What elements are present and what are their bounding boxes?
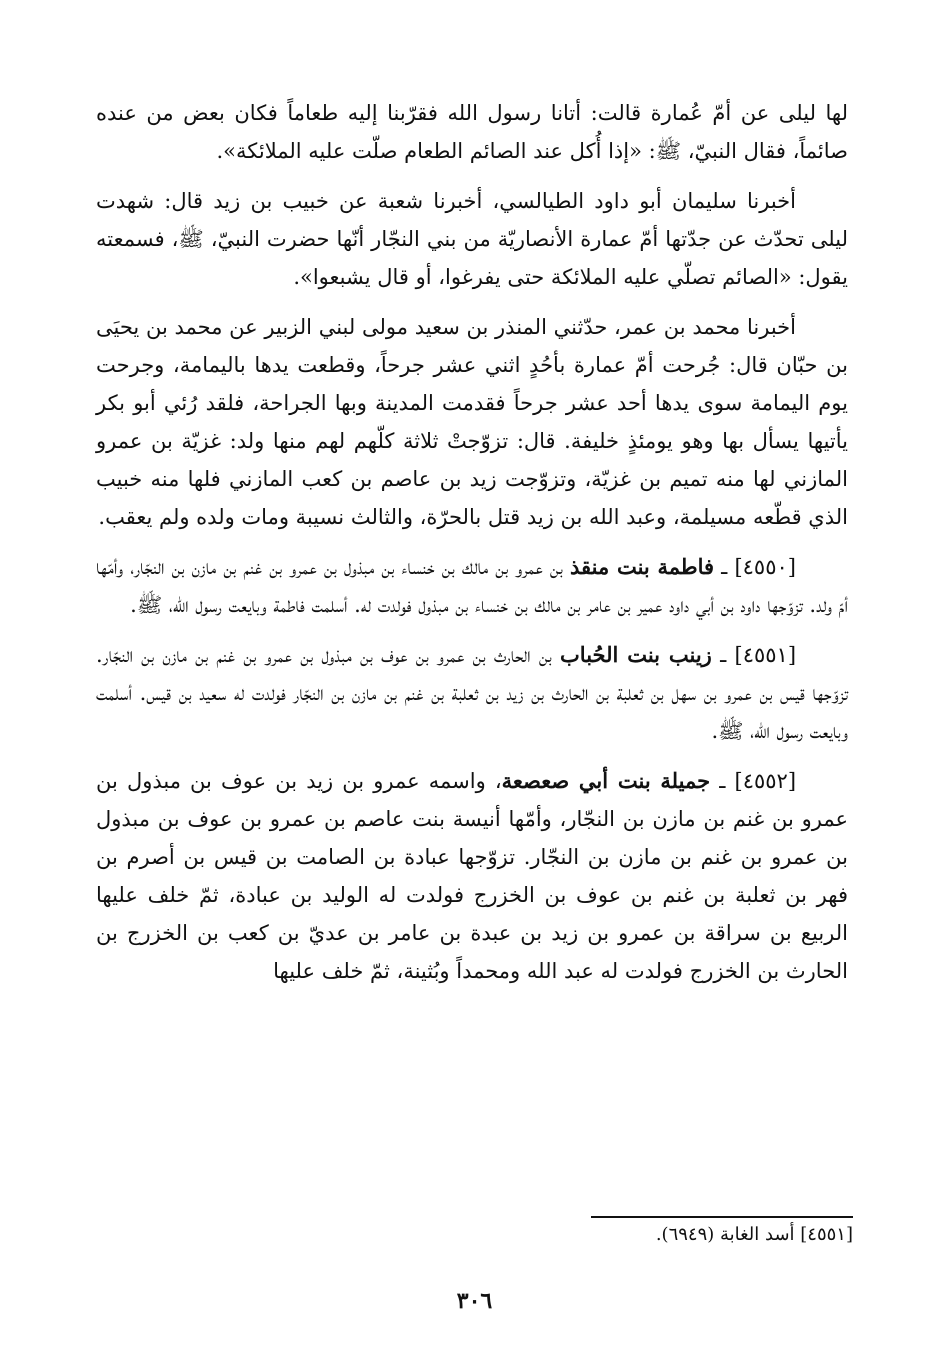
paragraph-1 xyxy=(96,94,848,170)
entry-number: [٤٥٥٢] xyxy=(734,769,797,793)
footnote-divider xyxy=(591,1216,853,1218)
entry-name: جميلة بنت أبي صعصعة xyxy=(501,768,711,793)
entry-text: بن الحارث بن عمرو بن عوف بن مبذول بن عمرو بن غنم بن مازن بن النجّار. تزوّجها قيس بن عمرو بن سهل بن ثعلبة بن الحارث بن زيد بن ثعلبة بن غنم بن مازن بن النجّار فولدت له سعيد بن قيس. أسلمت وبايعت رسول الله، ﷺ. xyxy=(96,643,848,743)
paragraph-text: أخبرنا سليمان أبو داود الطيالسي، أخبرنا شعبة عن خبيب بن زيد قال: شهدت ليلى تحدّث عن جدّتها أمّ عمارة الأنصاريّة من بني النجّار أنّها حضرت النبيّ، ﷺ، فسمعته يقول: «الصائم تصلّي عليه الملائكة حتى يفرغوا، أو قال يشبعوا». xyxy=(96,189,848,289)
entry-number: [٤٥٥١] xyxy=(734,643,797,667)
entry-comma: ، xyxy=(485,769,502,793)
paragraph-text: لها ليلى عن أمّ عُمارة قالت: أتانا رسول الله فقرّبنا إليه طعاماً فكان بعض من عنده صائماً، فقال النبيّ، ﷺ: «إذا أُكل عند الصائم الطعام صلّت عليه الملائكة». xyxy=(96,101,848,163)
footnote: [٤٥٥١] أسد الغابة (٦٩٤٩). xyxy=(655,1224,853,1245)
entry-name: زينب بنت الحُباب xyxy=(560,642,712,667)
entry-4551 xyxy=(96,636,848,750)
page-number: ٣٠٦ xyxy=(456,1288,493,1314)
entry-name: فاطمة بنت منقذ xyxy=(569,554,715,579)
paragraph-2 xyxy=(96,182,848,296)
entry-4552 xyxy=(96,762,848,990)
entry-number: [٤٥٥٠] xyxy=(734,555,796,579)
entry-dash: ـ xyxy=(710,769,726,793)
page-body xyxy=(96,94,848,1002)
paragraph-3 xyxy=(96,308,848,536)
paragraph-text: أخبرنا محمد بن عمر، حدّثني المنذر بن سعيد مولى لبني الزبير عن محمد بن يحيَى بن حبّان قال: جُرحت أمّ عمارة بأحُدٍ اثني عشر جرحاً، وقطعت يدها باليمامة، وجرحت يوم اليمامة سوى يدها أحد عشر جرحاً فقدمت المدينة وبها الجراحة، فلقد رُئي أبو بكر يأتيها يسأل بها وهو يومئذٍ خليفة. قال: تزوّجتْ ثلاثة كلّهم لهم منها ولد: غزيّة بن عمرو المازني لها منه تميم بن غزيّة، وتزوّجت زيد بن عاصم بن كعب المازني فلها منه خبيب الذي قطّعه مسيلمة، وعبد الله بن زيد قتل بالحرّة، والثالث نسيبة ومات ولده ولم يعقب. xyxy=(96,315,848,529)
entry-text: بن عمرو بن مالك بن خنساء بن مبذول بن عمرو بن غنم بن مازن بن النجّار، وأمّها أمّ ولد. تزوّجها داود بن أبي داود عمير بن عامر بن مالك بن خنساء بن مبذول فولدت له. أسلمت فاطمة وبايعت رسول الله، ﷺ. xyxy=(96,555,848,617)
entry-4550 xyxy=(96,548,848,624)
entry-dash: ـ xyxy=(711,643,727,667)
entry-text: واسمه عمرو بن زيد بن عوف بن مبذول بن عمرو بن غنم بن مازن بن النجّار، وأمّها أنيسة بنت عاصم بن عمرو بن عوف بن مبذول بن عمرو بن غنم بن مازن بن النجّار. تزوّجها عبادة بن الصامت بن قيس بن أصرم بن فهر بن ثعلبة بن غنم بن عوف بن الخزرج فولدت له الوليد بن عبادة، ثمّ خلف عليها الربيع بن سراقة بن عمرو بن زيد بن عبدة بن عامر بن عديّ بن كعب بن الخزرج بن الحارث بن الخزرج فولدت له عبد الله ومحمداً وبُثينة، ثمّ خلف عليها xyxy=(96,769,848,983)
entry-dash: ـ xyxy=(714,555,728,579)
